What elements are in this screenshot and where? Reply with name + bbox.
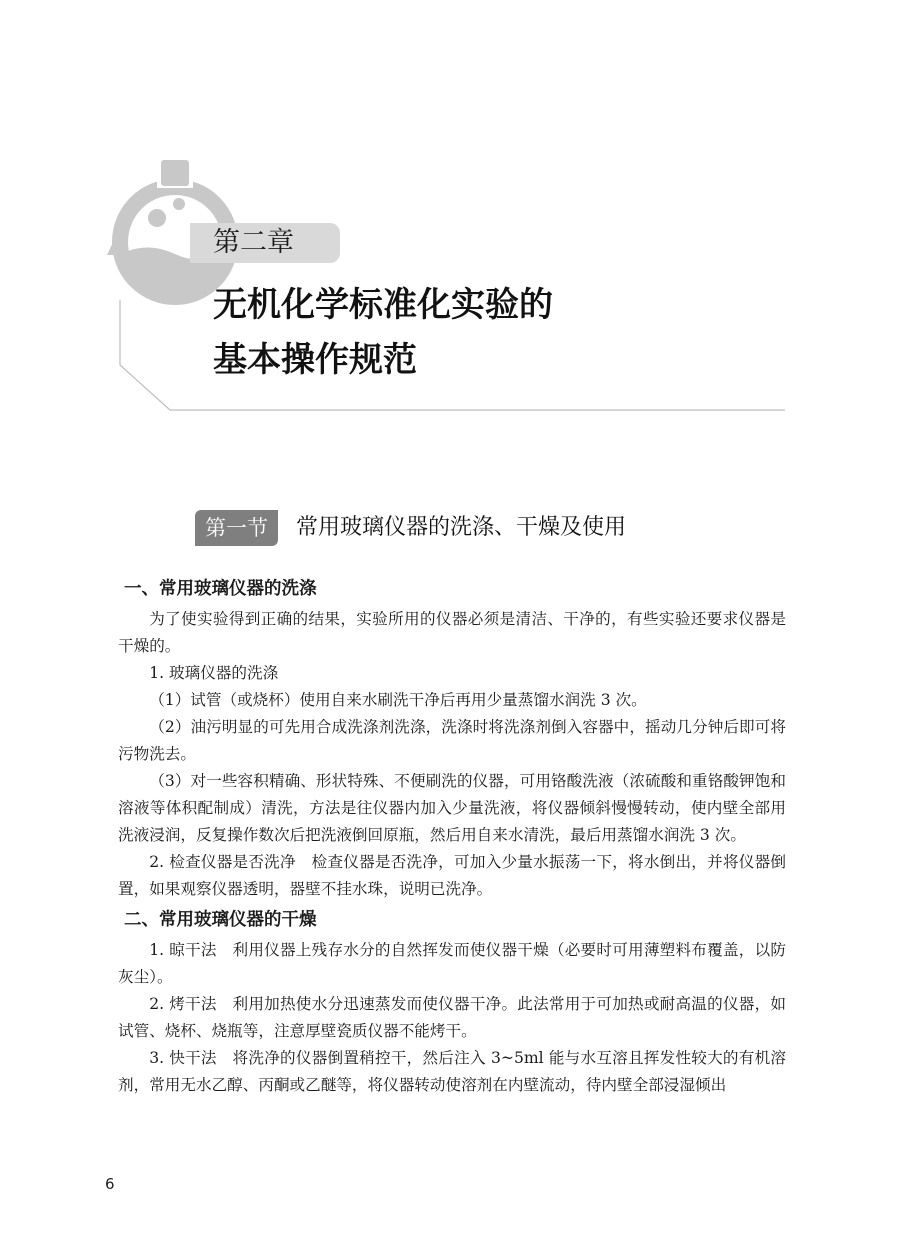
paragraph: 1. 玻璃仪器的洗涤 [149, 664, 279, 682]
chapter-title-line-2: 基本操作规范 [213, 340, 417, 380]
paragraph: （1）试管（或烧杯）使用自来水刷洗干净后再用少量蒸馏水润洗 3 次。 [149, 691, 647, 709]
page-number: 6 [105, 1175, 115, 1193]
chapter-title-line-1: 无机化学标准化实验的 [213, 285, 553, 325]
section-header [195, 510, 626, 546]
paragraph: 2. 烤干法 利用加热使水分迅速蒸发而使仪器干净。此法常用于可加热或耐高温的仪器，如试管、烧杯、烧瓶等，注意厚壁瓷质仪器不能烤干。 [118, 995, 786, 1040]
section-title: 常用玻璃仪器的洗涤、干燥及使用 [296, 515, 627, 540]
paragraph: 3. 快干法 将洗净的仪器倒置稍控干，然后注入 3~5ml 能与水互溶且挥发性较大的有机溶剂，常用无水乙醇、丙酮或乙醚等，将仪器转动使溶剂在内壁流动，待内壁全部浸湿倾出 [118, 1049, 786, 1094]
paragraph: （3）对一些容积精确、形状特殊、不便刷洗的仪器，可用铬酸洗液（浓硫酸和重铬酸钾饱和溶液等体积配制成）清洗，方法是往仪器内加入少量洗液，将仪器倾斜慢慢转动，使内壁全部用洗液浸润，反复操作数次后把洗液倒回原瓶，然后用自来水清洗，最后用蒸馏水润洗 3 次。 [118, 772, 786, 844]
chapter-title [213, 280, 553, 385]
paragraph: 为了使实验得到正确的结果，实验所用的仪器必须是清洁、干净的，有些实验还要求仪器是干燥的。 [118, 610, 786, 655]
paragraph: 2. 检查仪器是否洗净 检查仪器是否洗净，可加入少量水振荡一下，将水倒出，并将仪器倒置，如果观察仪器透明，器壁不挂水珠，说明已洗净。 [118, 853, 786, 898]
heading-drying: 二、常用玻璃仪器的干燥 [124, 910, 317, 930]
section-badge: 第一节 [195, 510, 278, 546]
heading-washing: 一、常用玻璃仪器的洗涤 [124, 579, 317, 599]
chapter-label: 第二章 [213, 227, 294, 258]
paragraph: （2）油污明显的可先用合成洗涤剂洗涤，洗涤时将洗涤剂倒入容器中，摇动几分钟后即可将污物洗去。 [118, 718, 786, 763]
page-content [118, 572, 786, 1099]
paragraph: 1. 晾干法 利用仪器上残存水分的自然挥发而使仪器干燥（必要时可用薄塑料布覆盖，以防灰尘）。 [118, 941, 786, 986]
